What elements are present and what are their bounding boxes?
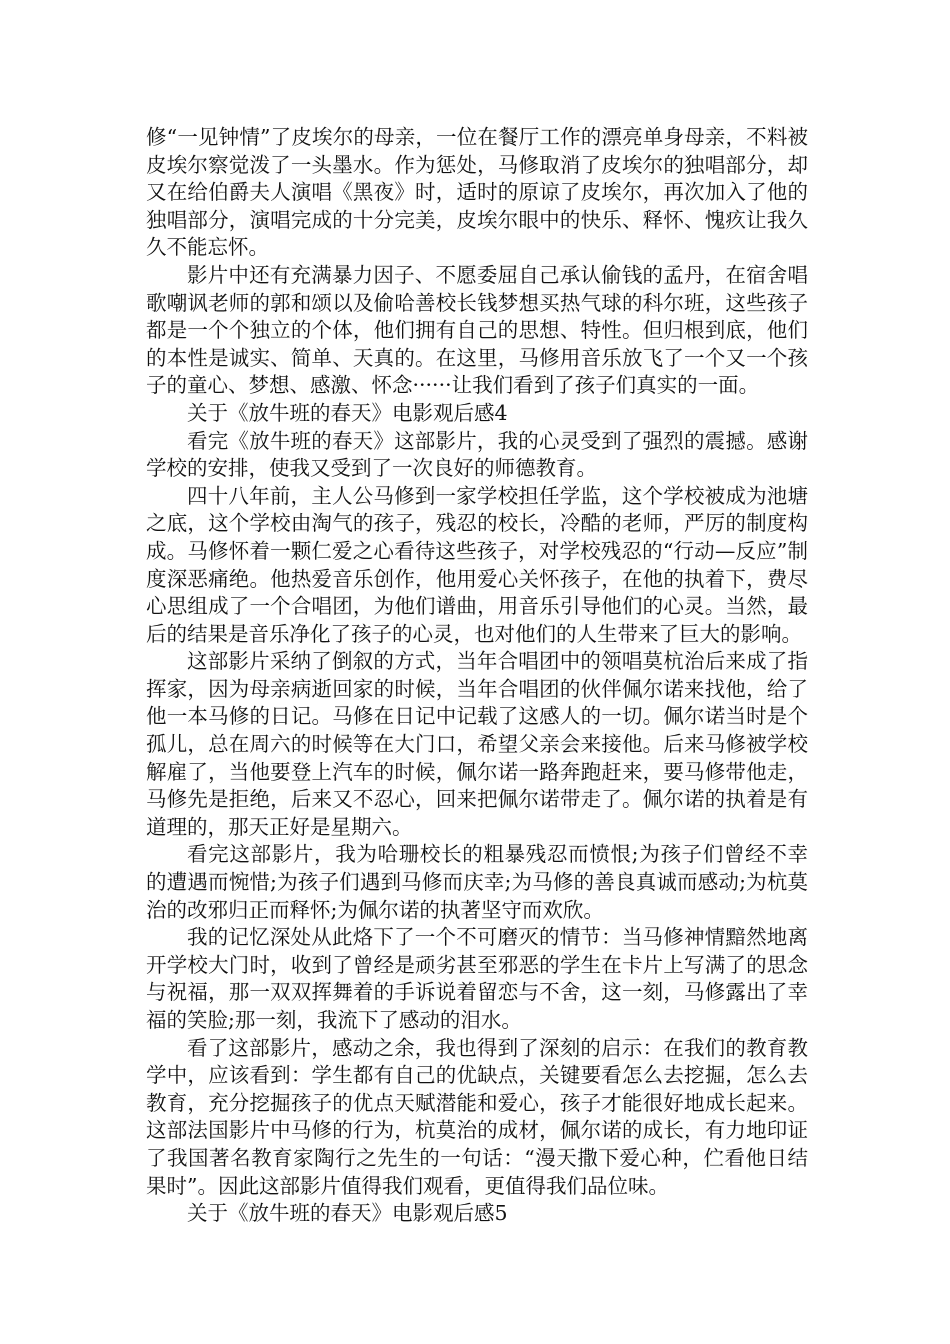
paragraph-8: 看了这部影片，感动之余，我也得到了深刻的启示：在我们的教育教学中，应该看到：学生都有自己的优缺点，关键要看怎么去挖掘，怎么去教育，充分挖掘孩子的优点天赋潜能和爱心，孩子才能很好地成长起来。这部法国影片中马修的行为，杭莫治的成材，佩尔诺的成长，有力地印证了我国著名教育家陶行之先生的一句话：“漫天撒下爱心种，伫看他日结果时”。因此这部影片值得我们观看，更值得我们品位味。 [146, 1035, 808, 1198]
section-heading-5: 关于《放牛班的春天》电影观后感5 [187, 1201, 508, 1226]
paragraph-3: 看完《放牛班的春天》这部影片，我的心灵受到了强烈的震撼。感谢学校的安排，使我又受到了一次良好的师德教育。 [146, 428, 808, 481]
paragraph-4: 四十八年前，主人公马修到一家学校担任学监，这个学校被成为池塘之底，这个学校由淘气的孩子，残忍的校长，冷酷的老师，严厉的制度构成。马修怀着一颗仁爱之心看待这些孩子，对学校残忍的“行动—反应”制度深恶痛绝。他热爱音乐创作，他用爱心关怀孩子，在他的执着下，费尽心思组成了一个合唱团，为他们谱曲，用音乐引导他们的心灵。当然，最后的结果是音乐净化了孩子的心灵，也对他们的人生带来了巨大的影响。 [146, 483, 808, 646]
paragraph-2: 影片中还有充满暴力因子、不愿委屈自己承认偷钱的孟丹，在宿舍唱歌嘲讽老师的郭和颂以及偷哈善校长钱梦想买热气球的科尔班，这些孩子都是一个个独立的个体，他们拥有自己的思想、特性。但归根到底，他们的本性是诚实、简单、天真的。在这里，马修用音乐放飞了一个又一个孩子的童心、梦想、感激、怀念······让我们看到了孩子们真实的一面。 [146, 262, 808, 398]
paragraph-7: 我的记忆深处从此烙下了一个不可磨灭的情节：当马修神情黯然地离开学校大门时，收到了曾经是顽劣甚至邪恶的学生在卡片上写满了的思念与祝福，那一双双挥舞着的手诉说着留恋与不舍，这一刻，马修露出了幸福的笑脸;那一刻，我流下了感动的泪水。 [146, 925, 808, 1032]
section-heading-4: 关于《放牛班的春天》电影观后感4 [187, 400, 508, 425]
paragraph-6: 看完这部影片，我为哈珊校长的粗暴残忍而愤恨;为孩子们曾经不幸的遭遇而惋惜;为孩子们遇到马修而庆幸;为马修的善良真诚而感动;为杭莫治的改邪归正而释怀;为佩尔诺的执著坚守而欢欣。 [146, 842, 808, 922]
document-body [146, 124, 808, 1228]
paragraph-5: 这部影片采纳了倒叙的方式，当年合唱团中的领唱莫杭治后来成了指挥家，因为母亲病逝回家的时候，当年合唱团的伙伴佩尔诺来找他，给了他一本马修的日记。马修在日记中记载了这感人的一切。佩尔诺当时是个孤儿，总在周六的时候等在大门口，希望父亲会来接他。后来马修被学校解雇了，当他要登上汽车的时候，佩尔诺一路奔跑赶来，要马修带他走，马修先是拒绝，后来又不忍心，回来把佩尔诺带走了。佩尔诺的执着是有道理的，那天正好是星期六。 [146, 649, 808, 839]
paragraph-1: 修“一见钟情”了皮埃尔的母亲，一位在餐厅工作的漂亮单身母亲，不料被皮埃尔察觉泼了一头墨水。作为惩处，马修取消了皮埃尔的独唱部分，却又在给伯爵夫人演唱《黑夜》时，适时的原谅了皮埃尔，再次加入了他的独唱部分，演唱完成的十分完美，皮埃尔眼中的快乐、释怀、愧疚让我久久不能忘怀。 [146, 125, 808, 260]
